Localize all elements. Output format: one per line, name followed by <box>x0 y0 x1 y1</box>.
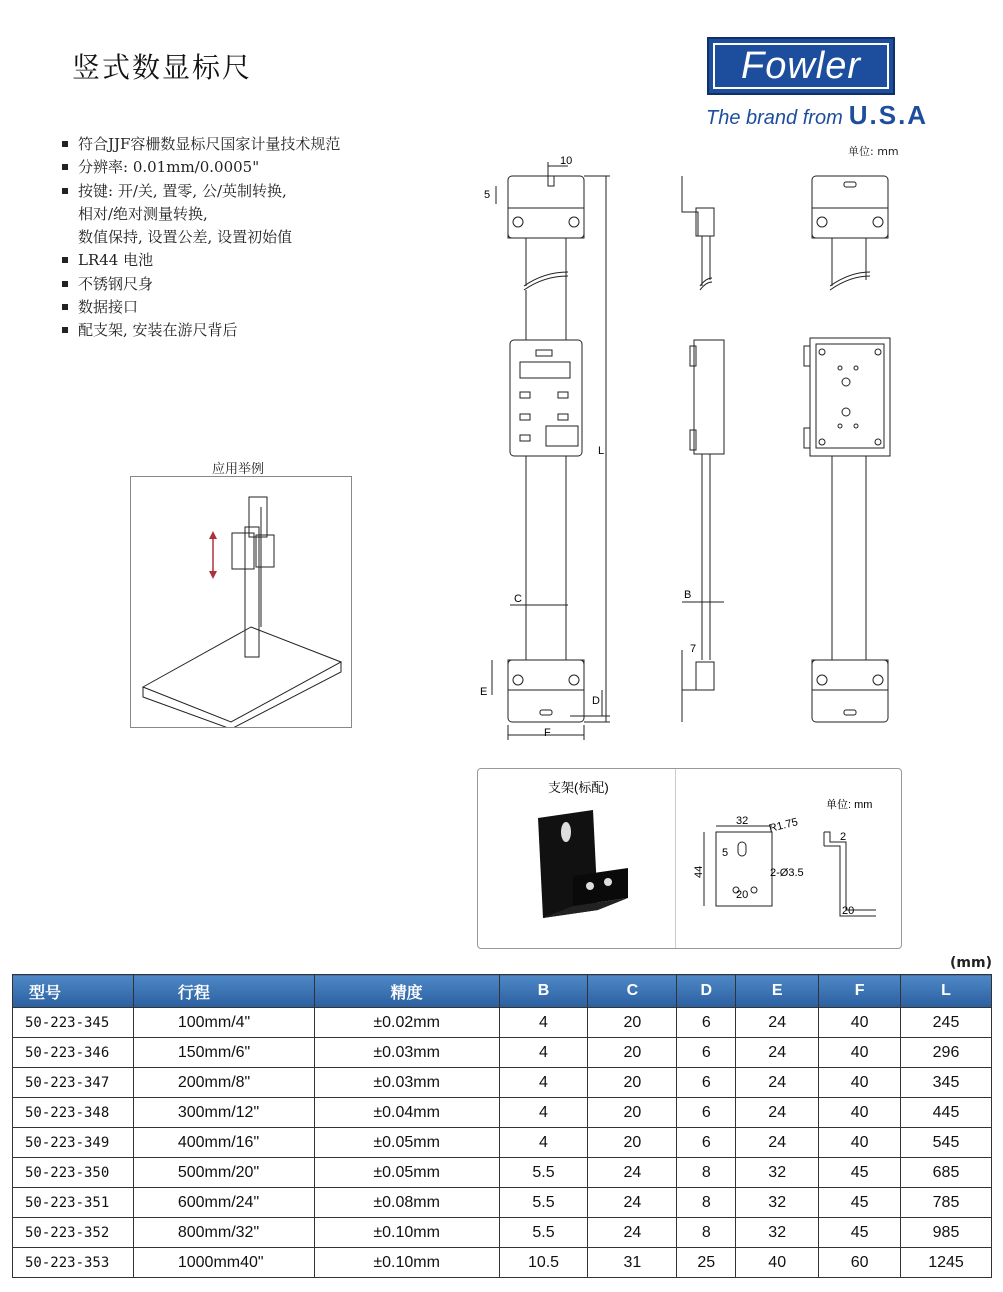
table-cell: 24 <box>588 1218 677 1248</box>
table-cell: 300mm/12" <box>133 1098 314 1128</box>
table-cell: 50-223-348 <box>13 1098 134 1128</box>
table-cell: 40 <box>819 1068 901 1098</box>
application-illustration <box>130 476 352 728</box>
bracket-dim-r175: R1.75 <box>767 816 800 835</box>
table-cell: 500mm/20" <box>133 1158 314 1188</box>
dim-10-label: 10 <box>560 155 573 167</box>
table-cell: 800mm/32" <box>133 1218 314 1248</box>
column-header: D <box>677 975 736 1008</box>
dim-F-label: F <box>544 727 551 739</box>
table-cell: 24 <box>736 1038 819 1068</box>
table-cell: 296 <box>901 1038 992 1068</box>
table-cell: 45 <box>819 1188 901 1218</box>
bracket-unit-label: 单位: mm <box>826 799 873 811</box>
table-cell: 40 <box>819 1008 901 1038</box>
table-cell: 50-223-352 <box>13 1218 134 1248</box>
table-cell: 545 <box>901 1128 992 1158</box>
dim-C-label: C <box>514 593 522 605</box>
table-cell: 600mm/24" <box>133 1188 314 1218</box>
table-cell: 50-223-347 <box>13 1068 134 1098</box>
table-cell: 20 <box>588 1128 677 1158</box>
table-row <box>13 1128 992 1158</box>
column-header: E <box>736 975 819 1008</box>
bracket-dim-32: 32 <box>736 815 749 827</box>
bracket-dim-hole: 2-Ø3.5 <box>770 867 804 879</box>
technical-drawing <box>470 150 900 750</box>
table-cell: 50-223-346 <box>13 1038 134 1068</box>
spec-table <box>12 974 992 1278</box>
table-row <box>13 1218 992 1248</box>
table-unit-label: (mm) <box>950 955 992 971</box>
table-cell: 24 <box>736 1098 819 1128</box>
table-cell: 20 <box>588 1098 677 1128</box>
feature-item: LR44 电池 <box>60 249 340 272</box>
dim-L-label: L <box>598 445 605 457</box>
table-cell: 6 <box>677 1068 736 1098</box>
table-row <box>13 1068 992 1098</box>
dim-D-label: D <box>592 695 600 707</box>
table-cell: 6 <box>677 1098 736 1128</box>
table-cell: 345 <box>901 1068 992 1098</box>
table-cell: 6 <box>677 1128 736 1158</box>
feature-item: 不锈钢尺身 <box>60 273 340 296</box>
table-cell: 200mm/8" <box>133 1068 314 1098</box>
table-header-row <box>13 975 992 1008</box>
table-cell: 50-223-345 <box>13 1008 134 1038</box>
table-row <box>13 1008 992 1038</box>
table-cell: 24 <box>736 1008 819 1038</box>
table-cell: 245 <box>901 1008 992 1038</box>
table-cell: 445 <box>901 1098 992 1128</box>
table-cell: 4 <box>499 1128 588 1158</box>
table-cell: 5.5 <box>499 1188 588 1218</box>
table-row <box>13 1038 992 1068</box>
bracket-dim-5: 5 <box>722 847 729 859</box>
table-cell: 8 <box>677 1188 736 1218</box>
bracket-photo <box>538 810 628 918</box>
bracket-dim-2: 2 <box>840 831 847 843</box>
table-cell: ±0.03mm <box>314 1068 499 1098</box>
table-cell: ±0.04mm <box>314 1098 499 1128</box>
table-cell: 20 <box>588 1038 677 1068</box>
bracket-dim-20b: 20 <box>842 905 855 917</box>
feature-item: 按键: 开/关, 置零, 公/英制转换, <box>60 180 340 203</box>
table-cell: 50-223-351 <box>13 1188 134 1218</box>
table-cell: 40 <box>819 1038 901 1068</box>
column-header: 精度 <box>314 975 499 1008</box>
table-cell: 31 <box>588 1248 677 1278</box>
table-cell: ±0.05mm <box>314 1128 499 1158</box>
bracket-title: 支架(标配) <box>548 780 609 795</box>
table-row <box>13 1098 992 1128</box>
table-body <box>13 1008 992 1278</box>
column-header: C <box>588 975 677 1008</box>
table-cell: 50-223-350 <box>13 1158 134 1188</box>
table-cell: 40 <box>819 1098 901 1128</box>
table-cell: 985 <box>901 1218 992 1248</box>
feature-item: 分辨率: 0.01mm/0.0005" <box>60 156 340 179</box>
table-cell: 50-223-349 <box>13 1128 134 1158</box>
table-cell: 1245 <box>901 1248 992 1278</box>
table-cell: 10.5 <box>499 1248 588 1278</box>
table-cell: 6 <box>677 1008 736 1038</box>
dim-B-label: B <box>684 589 692 601</box>
table-cell: 4 <box>499 1038 588 1068</box>
page-title: 竖式数显标尺 <box>72 51 253 84</box>
brand-tagline <box>706 100 928 131</box>
column-header: L <box>901 975 992 1008</box>
brand-logo <box>707 37 895 95</box>
table-cell: 4 <box>499 1098 588 1128</box>
table-cell: 20 <box>588 1068 677 1098</box>
feature-item: 数据接口 <box>60 296 340 319</box>
table-cell: 785 <box>901 1188 992 1218</box>
feature-item: 数值保持, 设置公差, 设置初始值 <box>78 228 293 247</box>
column-header: 型号 <box>13 975 134 1008</box>
feature-list <box>60 133 340 343</box>
tagline-text: The brand from <box>706 107 843 129</box>
feature-item: 符合JJF容栅数显标尺国家计量技术规范 <box>60 133 340 156</box>
table-cell: 685 <box>901 1158 992 1188</box>
table-cell: 8 <box>677 1218 736 1248</box>
table-cell: 20 <box>588 1008 677 1038</box>
feature-item: 配支架, 安装在游尺背后 <box>60 319 340 342</box>
table-cell: 150mm/6" <box>133 1038 314 1068</box>
table-cell: 100mm/4" <box>133 1008 314 1038</box>
table-cell: 32 <box>736 1158 819 1188</box>
application-title: 应用举例 <box>212 462 265 477</box>
table-cell: 24 <box>736 1128 819 1158</box>
logo-text: Fowler <box>713 43 889 89</box>
table-cell: 40 <box>736 1248 819 1278</box>
table-cell: 32 <box>736 1218 819 1248</box>
table-cell: 60 <box>819 1248 901 1278</box>
table-cell: 8 <box>677 1158 736 1188</box>
table-cell: ±0.03mm <box>314 1038 499 1068</box>
table-cell: 4 <box>499 1008 588 1038</box>
table-cell: ±0.08mm <box>314 1188 499 1218</box>
table-cell: ±0.10mm <box>314 1248 499 1278</box>
feature-item: 相对/绝对测量转换, <box>78 204 208 223</box>
drawing-unit-label: 单位: mm <box>848 145 899 158</box>
table-row <box>13 1248 992 1278</box>
table-cell: 45 <box>819 1158 901 1188</box>
table-cell: 1000mm40" <box>133 1248 314 1278</box>
table-cell: 4 <box>499 1068 588 1098</box>
table-cell: 400mm/16" <box>133 1128 314 1158</box>
dim-7-label: 7 <box>690 643 697 655</box>
application-drawing <box>131 477 351 727</box>
bracket-drawing <box>478 770 900 948</box>
table-cell: 24 <box>736 1068 819 1098</box>
table-cell: ±0.02mm <box>314 1008 499 1038</box>
table-cell: 25 <box>677 1248 736 1278</box>
table-cell: 5.5 <box>499 1218 588 1248</box>
table-cell: 45 <box>819 1218 901 1248</box>
bracket-dim-20a: 20 <box>736 889 749 901</box>
table-cell: 24 <box>588 1158 677 1188</box>
table-cell: 24 <box>588 1188 677 1218</box>
bracket-dim-44: 44 <box>693 865 705 878</box>
dim-5-label: 5 <box>484 189 491 201</box>
tagline-country: U.S.A <box>848 100 929 130</box>
table-cell: 50-223-353 <box>13 1248 134 1278</box>
table-cell: 5.5 <box>499 1158 588 1188</box>
dim-E-label: E <box>480 686 488 698</box>
table-cell: 32 <box>736 1188 819 1218</box>
table-cell: ±0.05mm <box>314 1158 499 1188</box>
column-header: F <box>819 975 901 1008</box>
column-header: B <box>499 975 588 1008</box>
table-row <box>13 1158 992 1188</box>
table-cell: 6 <box>677 1038 736 1068</box>
table-row <box>13 1188 992 1218</box>
table-cell: ±0.10mm <box>314 1218 499 1248</box>
column-header: 行程 <box>133 975 314 1008</box>
table-cell: 40 <box>819 1128 901 1158</box>
